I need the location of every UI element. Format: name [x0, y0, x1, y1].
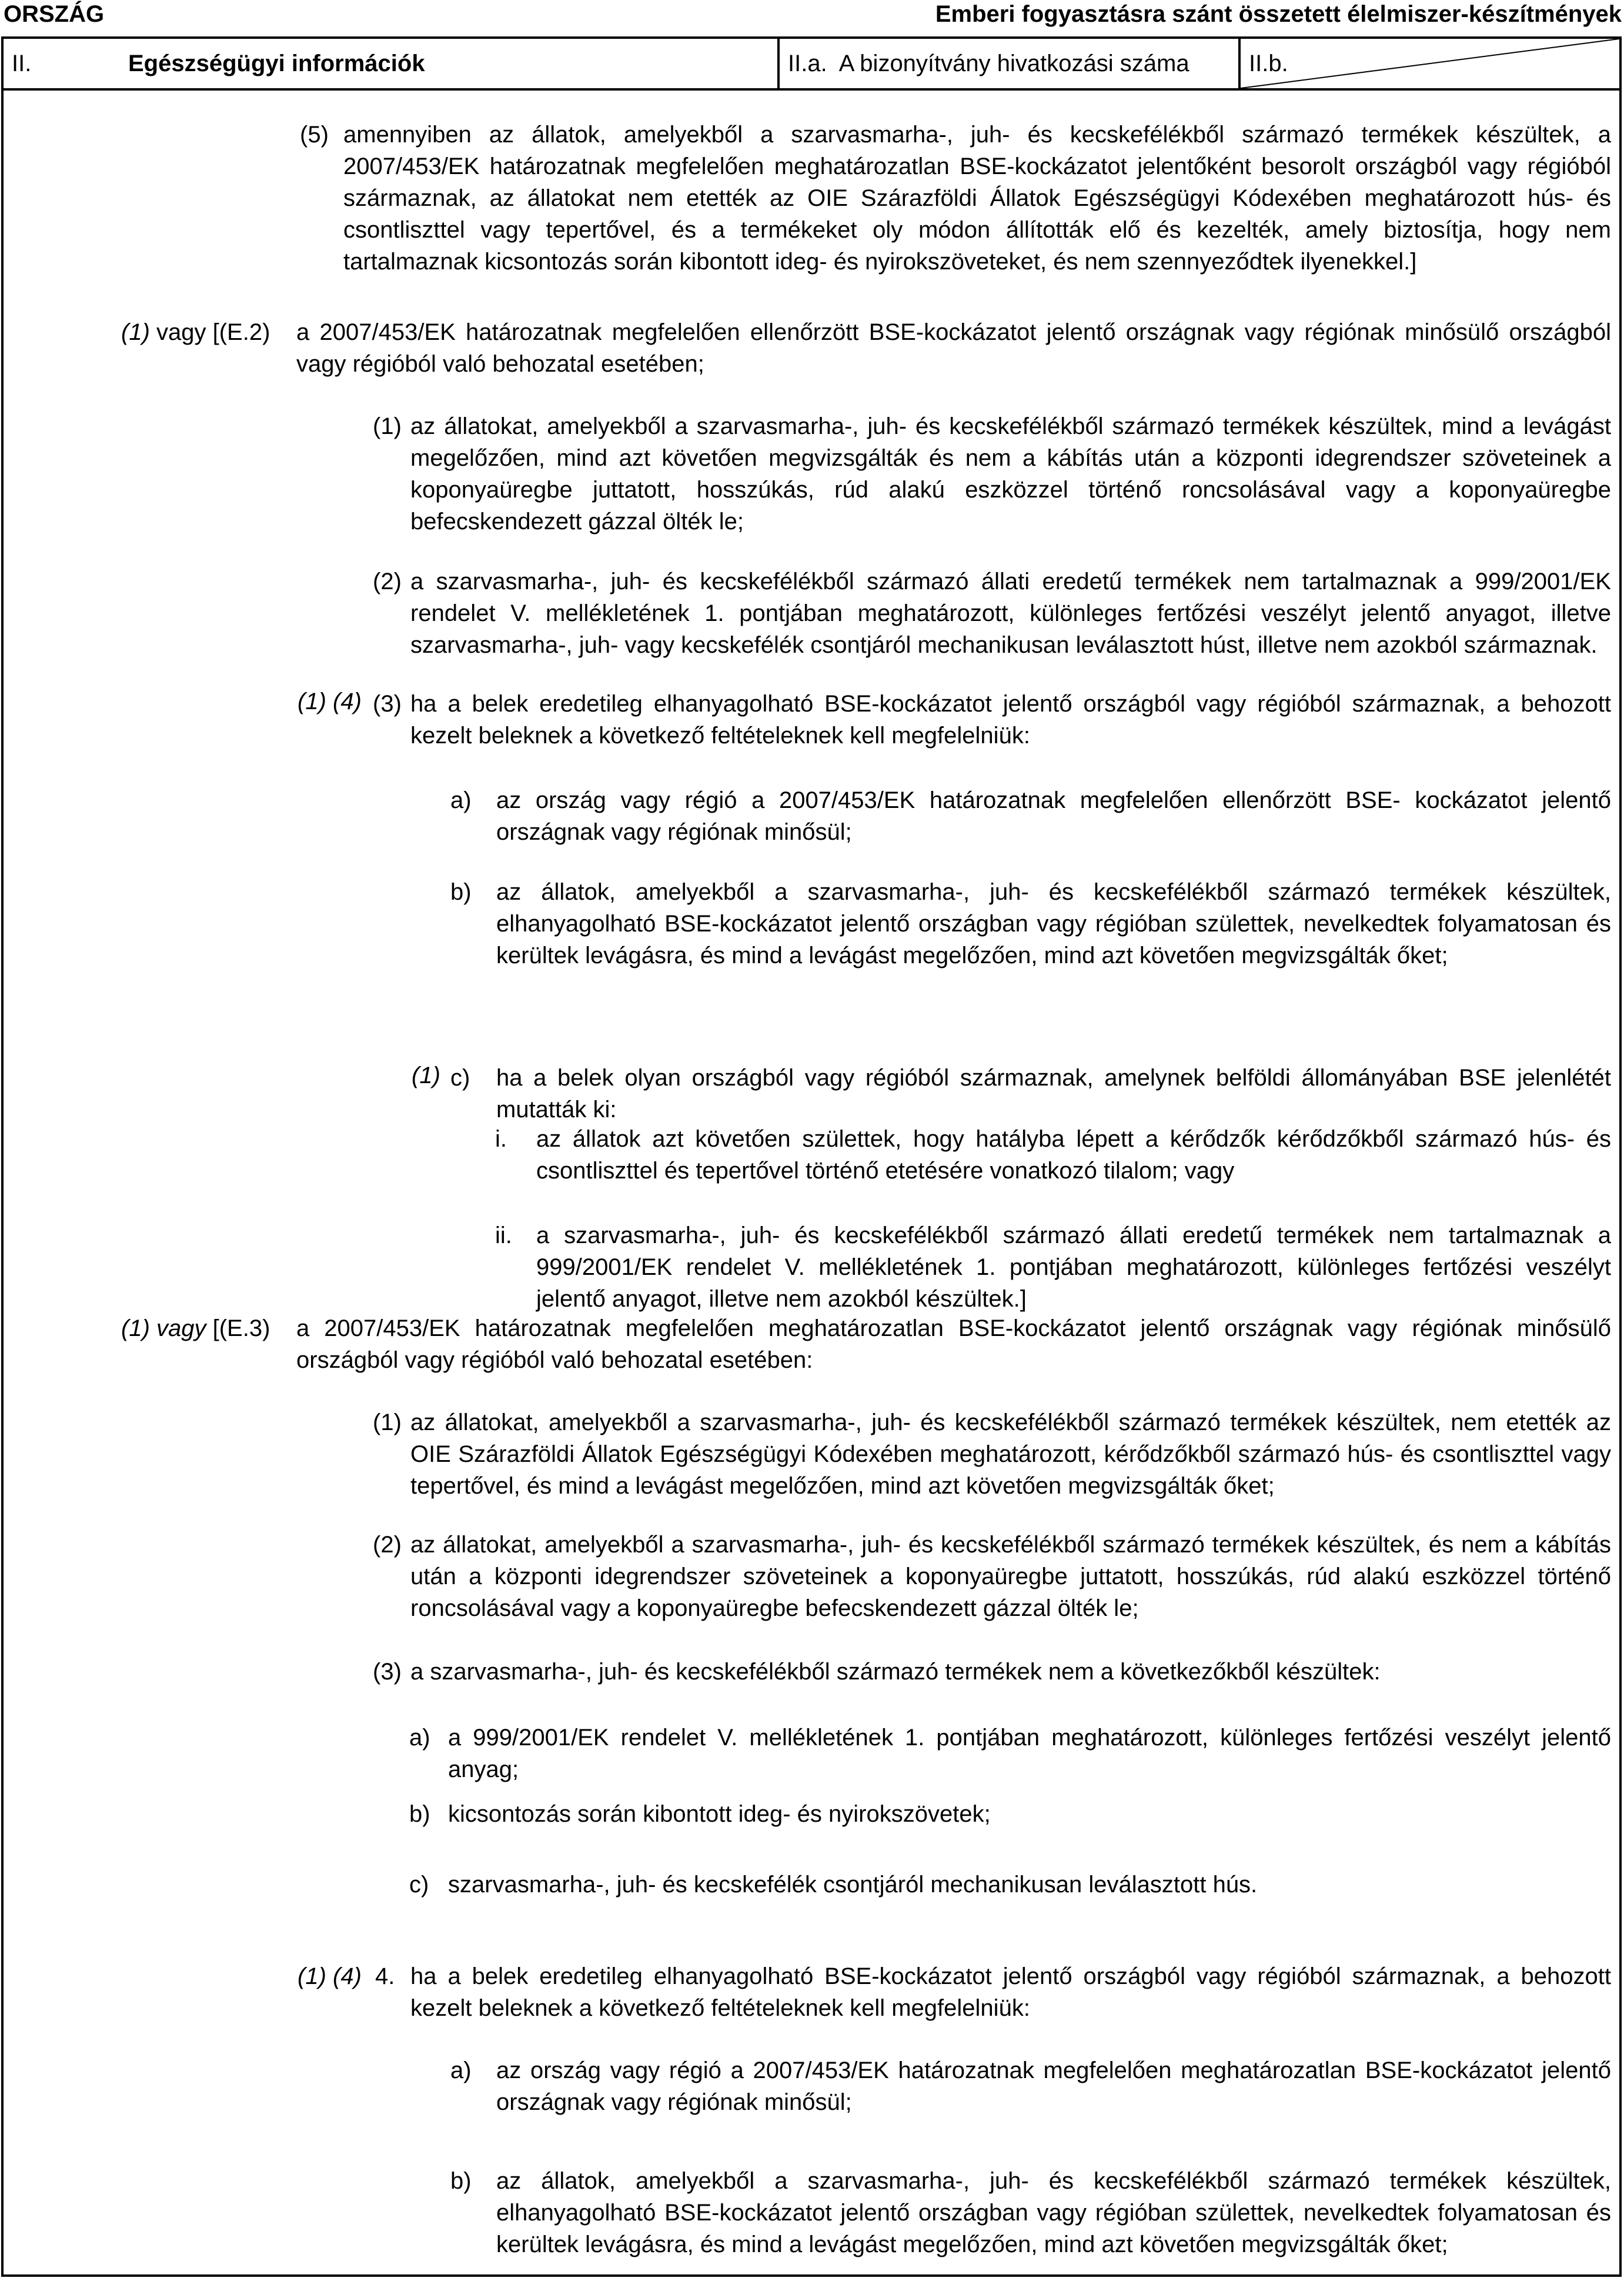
e3-item-1: az állatokat, amelyekből a szarvasmarha-, juh- és kecskefélékből származó termékek készültek, nem etették az OIE Szárazföldi Állatok Egészségügyi Kódexében meghatározott, kérődzőkből származó hús- és csontliszttel vagy tepertővel, és mind a levágást megelőzően, mind azt követően megvizsgálták őket; — [410, 1409, 1611, 1499]
paragraph-5: amennyiben az állatok, amelyekből a szarvasmarha-, juh- és kecskefélékből származó termékek készültek, a 2007/453/EK határozatnak megfelelően meghatározatlan BSE-kockázatot jelentőként besorolt országból vagy régióból származnak, az állatokat nem etették az OIE Szárazföldi Állatok Egészségügyi Kódexében meghatározott hús- és csontliszttel vagy tepertővel, és a termékeket oly módon állították elő és kezelték, amely biztosítja, hogy nem tartalmaznak kicsontozás során kibontott ideg- és nyirokszöveteket, és nem szennyeződtek ilyenekkel.] — [343, 122, 1611, 275]
footnote-ref: (1) — [412, 1063, 440, 1088]
section-number: II. — [12, 51, 32, 76]
footnote-ref: (1) — [121, 319, 150, 345]
section-header — [1, 36, 1622, 91]
footnote-refs: (1) (4) — [298, 689, 362, 714]
certificate-title: Emberi fogyasztásra szánt összetett élelmiszer-készítmények — [935, 1, 1622, 27]
e3-item-2: az állatokat, amelyekből a szarvasmarha-, juh- és kecskefélékből származó termékek készültek, és nem a kábítás után a központi idegrendszer szöveteinek a koponyaüregbe juttatott, hosszúkás, rúd alakú eszközzel történő roncsolásával vagy a koponyaüregbe befecskendezett gázzal ölték le; — [410, 1532, 1611, 1621]
iib-label: II.b. — [1249, 51, 1288, 76]
e2-item-3b: az állatok, amelyekből a szarvasmarha-, juh- és kecskefélékből származó termékek készültek, elhanyagolható BSE-kockázatot jelentő országban vagy régióban születtek, nevelkedtek folyamatosan és kerültek levágásra, és mind a levágást megelőzően, mind azt követően megvizsgálták őket; — [496, 879, 1611, 968]
footnote-ref: (1) vagy — [121, 1315, 206, 1341]
e3-item-3c: szarvasmarha-, juh- és kecskefélék csontjáról mechanikusan leválasztott hús. — [448, 1872, 1258, 1898]
iib-cell — [1241, 39, 1619, 88]
e3-intro: a 2007/453/EK határozatnak megfelelően meghatározatlan BSE-kockázatot jelentő országnak vagy régiónak minősülő országból vagy régióból való behozatal esetében: — [296, 1315, 1611, 1373]
item-label: b) — [450, 879, 472, 905]
country-label: ORSZÁG — [4, 1, 105, 27]
item-label: b) — [409, 1801, 430, 1827]
e2-item-1: az állatokat, amelyekből a szarvasmarha-, juh- és kecskefélékből származó termékek készültek, mind a levágást megelőzően, mind azt követően megvizsgálták és nem a kábítás után a központi idegrendszer szöveteinek a koponyaüregbe juttatott, hosszúkás, rúd alakú eszközzel történő roncsolásával vagy a koponyaüregbe befecskendezett gázzal ölték le; — [410, 413, 1611, 535]
item-label: (3) — [373, 1659, 402, 1685]
item-label: (1) — [373, 1409, 402, 1435]
item-label: (2) — [373, 1532, 402, 1558]
item-label: (3) — [373, 691, 402, 717]
item-label: a) — [409, 1725, 430, 1751]
content-box — [1, 88, 1622, 2277]
top-bar — [0, 0, 1624, 41]
item-label: i. — [495, 1126, 507, 1152]
e3-code: [(E.3) — [206, 1315, 270, 1341]
item-label: c) — [409, 1872, 429, 1898]
reference-number-cell — [780, 39, 1241, 88]
e2-item-3a: az ország vagy régió a 2007/453/EK határozatnak megfelelően ellenőrzött BSE- kockázatot jelentő országnak vagy régiónak minősül; — [496, 787, 1611, 845]
item-label: c) — [450, 1065, 470, 1091]
e2-item-3: ha a belek eredetileg elhanyagolható BSE-kockázatot jelentő országból vagy régióból származnak, a behozott kezelt beleknek a következő feltételeknek kell megfelelniük: — [410, 691, 1611, 749]
item-label: (2) — [373, 569, 402, 594]
e3-item-4a: az ország vagy régió a 2007/453/EK határozatnak megfelelően meghatározatlan BSE-kockázatot jelentő országnak vagy régiónak minősül; — [496, 2057, 1611, 2115]
e3-item-3: a szarvasmarha-, juh- és kecskefélékből származó termékek nem a következőkből készültek: — [410, 1659, 1381, 1685]
e3-marker — [121, 1312, 270, 1344]
e2-item-3c-ii: a szarvasmarha-, juh- és kecskefélékből származó állati eredetű termékek nem tartalmaznak a 999/2001/EK rendelet V. mellékletének 1. pontjában meghatározott, különleges fertőzési veszélyt jelentő anyagot, illetve nem azokból készültek.] — [536, 1222, 1611, 1312]
item-label: a) — [450, 787, 472, 813]
item-label: b) — [450, 2168, 472, 2194]
reference-number-label: II.a. A bizonyítvány hivatkozási száma — [788, 51, 1189, 76]
e2-item-3c-i: az állatok azt követően születtek, hogy hatályba lépett a kérődzők kérődzőkből származó hús- és csontliszttel és tepertővel történő etetésére vonatkozó tilalom; vagy — [536, 1126, 1611, 1184]
e2-code: vagy [(E.2) — [149, 319, 270, 345]
section-title-cell — [4, 39, 780, 88]
e3-item-4: ha a belek eredetileg elhanyagolható BSE-kockázatot jelentő országból vagy régióból származnak, a behozott kezelt beleknek a következő feltételeknek kell megfelelniük: — [410, 1963, 1611, 2021]
item-label: ii. — [495, 1222, 512, 1248]
item-label: a) — [450, 2057, 472, 2083]
e2-item-2: a szarvasmarha-, juh- és kecskefélékből származó állati eredetű termékek nem tartalmaznak a 999/2001/EK rendelet V. mellékletének 1. pontjában meghatározott, különleges fertőzési veszélyt jelentő anyagot, illetve szarvasmarha-, juh- vagy kecskefélék csontjáról mechanikusan leválasztott húst, illetve nem azokból származnak. — [410, 569, 1611, 658]
diagonal-line — [1241, 39, 1619, 88]
e2-item-3c: ha a belek olyan országból vagy régióból származnak, amelynek belföldi állományában BSE jelenlétét mutatták ki: — [496, 1065, 1611, 1123]
e3-item-3a: a 999/2001/EK rendelet V. mellékletének 1. pontjában meghatározott, különleges fertőzési veszélyt jelentő anyag; — [448, 1725, 1611, 1782]
e2-intro: a 2007/453/EK határozatnak megfelelően ellenőrzött BSE-kockázatot jelentő országnak vagy régiónak minősülő országból vagy régióból való behozatal esetében; — [296, 319, 1611, 377]
footnote-refs: (1) (4) — [298, 1963, 362, 1989]
e3-item-3b: kicsontozás során kibontott ideg- és nyirokszövetek; — [448, 1801, 991, 1827]
item-label: (1) — [373, 413, 402, 439]
e2-marker — [121, 316, 270, 348]
e3-item-4b: az állatok, amelyekből a szarvasmarha-, juh- és kecskefélékből származó termékek készültek, elhanyagolható BSE-kockázatot jelentő országban vagy régióban születtek, nevelkedtek folyamatosan és kerültek levágásra, és mind a levágást megelőzően, mind azt követően megvizsgálták őket; — [496, 2168, 1611, 2257]
section-title: Egészségügyi információk — [128, 51, 425, 76]
item-label: (5) — [300, 122, 329, 148]
item-label: 4. — [375, 1963, 395, 1989]
